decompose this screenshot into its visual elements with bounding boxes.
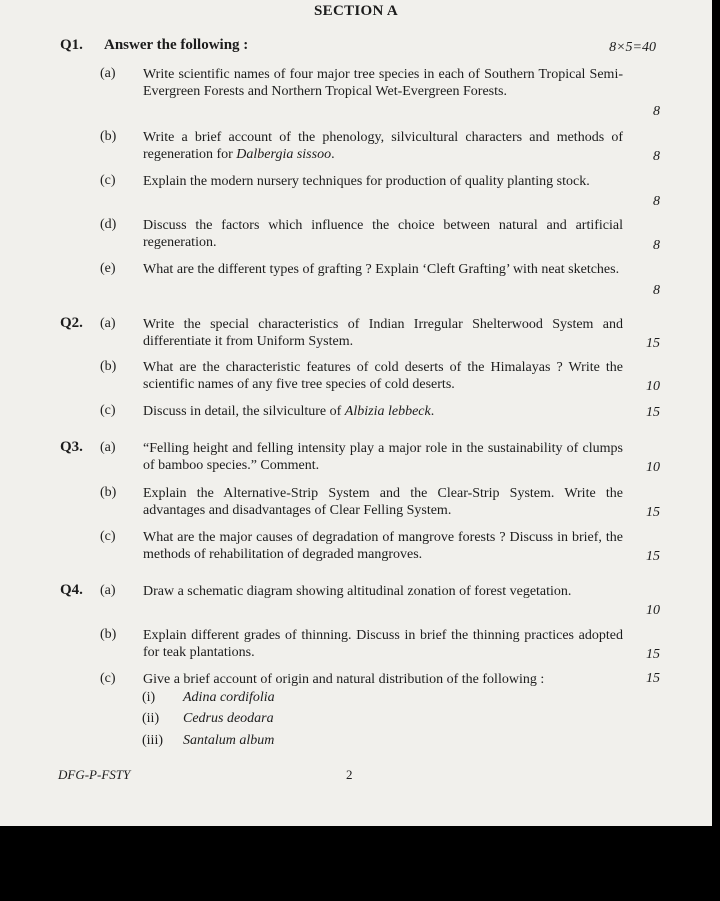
part-label: (a) — [100, 316, 116, 331]
part-label: (c) — [100, 173, 116, 188]
part-marks: 15 — [646, 671, 660, 686]
part-label: (d) — [100, 217, 117, 232]
part-label: (b) — [100, 129, 117, 144]
part-label: (a) — [100, 66, 116, 81]
section-title: SECTION A — [314, 3, 398, 19]
part-marks: 15 — [646, 405, 660, 420]
part-marks: 15 — [646, 549, 660, 564]
part-label: (b) — [100, 359, 117, 374]
question-number-q2: Q2. — [60, 315, 83, 331]
question-number-q1: Q1. — [60, 37, 83, 53]
subpart-label: (i) — [142, 690, 156, 705]
subpart-label: (ii) — [142, 711, 160, 726]
part-text: Give a brief account of origin and natural distribution of the following : — [143, 672, 545, 687]
part-text: Explain the modern nursery techniques for production of quality planting stock. — [143, 174, 590, 189]
part-marks: 8 — [653, 194, 660, 209]
paper-code: DFG-P-FSTY — [58, 767, 131, 782]
part-marks: 8 — [653, 238, 660, 253]
species-name: Adina cordifolia — [183, 690, 275, 705]
part-text: “Felling height and felling intensity play a major role in the sustainability of clumps of bamboo species.” Comment. — [143, 441, 623, 473]
part-marks: 15 — [646, 505, 660, 520]
part-label: (a) — [100, 583, 116, 598]
part-text: What are the major causes of degradation of mangrove forests ? Discuss in brief, the methods of rehabilitation of degraded mangroves. — [143, 530, 623, 562]
question-number-q3: Q3. — [60, 439, 83, 455]
part-text: Explain different grades of thinning. Discuss in brief the thinning practices adopted for teak plantations. — [143, 628, 623, 660]
species-name: Santalum album — [183, 733, 275, 748]
part-label: (c) — [100, 403, 116, 418]
part-label: (b) — [100, 627, 117, 642]
part-label: (a) — [100, 440, 116, 455]
part-text: Explain the Alternative-Strip System and the Clear-Strip System. Write the advantages and disadvantages of Clear Felling System. — [143, 486, 623, 518]
species-name: Cedrus deodara — [183, 711, 274, 726]
part-text: Discuss in detail, the silviculture of Albizia lebbeck. — [143, 404, 435, 419]
part-label: (e) — [100, 261, 116, 276]
part-label: (c) — [100, 671, 116, 686]
part-text: Discuss the factors which influence the choice between natural and artificial regeneration. — [143, 218, 623, 250]
part-marks: 8 — [653, 283, 660, 298]
part-marks: 15 — [646, 336, 660, 351]
part-text: Write the special characteristics of Indian Irregular Shelterwood System and differentiate it from Uniform System. — [143, 317, 623, 349]
subpart-label: (iii) — [142, 733, 163, 748]
species-name: Dalbergia sissoo — [236, 147, 332, 162]
part-marks: 8 — [653, 104, 660, 119]
part-marks: 10 — [646, 460, 660, 475]
part-text: What are the characteristic features of cold deserts of the Himalayas ? Write the scientific names of any five tree species of cold deserts. — [143, 360, 623, 392]
question-number-q4: Q4. — [60, 582, 83, 598]
part-text: Write scientific names of four major tree species in each of Southern Tropical Semi-Evergreen Forests and Northern Tropical Wet-Evergreen Forests. — [143, 67, 623, 99]
part-text: Write a brief account of the phenology, silvicultural characters and methods of regeneration for Dalbergia sissoo. — [143, 130, 623, 162]
page-number: 2 — [346, 767, 353, 782]
part-marks: 10 — [646, 379, 660, 394]
question-lead-q1: Answer the following : — [104, 37, 249, 53]
part-label: (b) — [100, 485, 117, 500]
species-name: Albizia lebbeck — [344, 404, 431, 419]
question-total-marks-q1: 8×5=40 — [609, 40, 656, 55]
part-text: Draw a schematic diagram showing altitudinal zonation of forest vegetation. — [143, 584, 572, 599]
part-marks: 8 — [653, 149, 660, 164]
part-marks: 15 — [646, 647, 660, 662]
part-label: (c) — [100, 529, 116, 544]
part-text: What are the different types of grafting ? Explain ‘Cleft Grafting’ with neat sketches. — [143, 262, 620, 277]
part-marks: 10 — [646, 603, 660, 618]
